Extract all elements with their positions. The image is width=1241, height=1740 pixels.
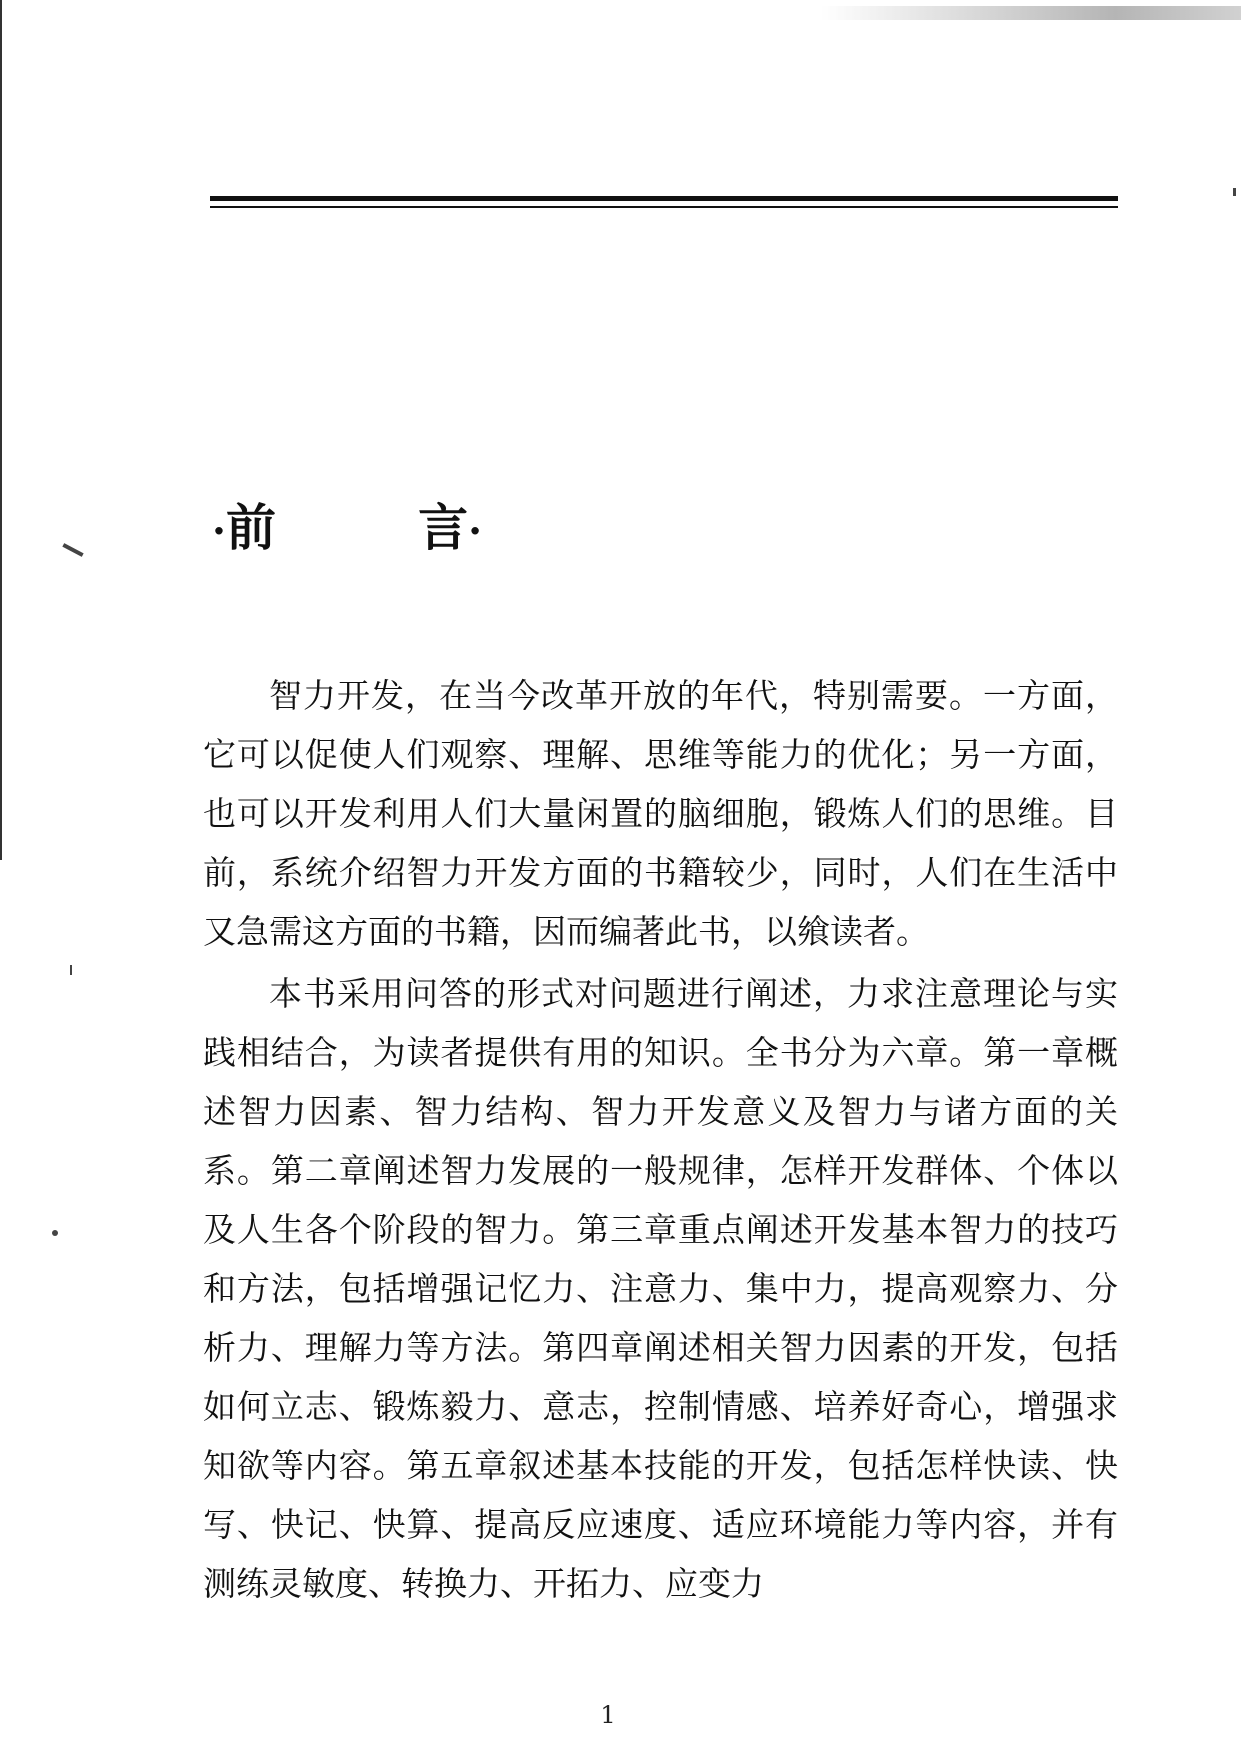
paragraph: 本书采用问答的形式对问题进行阐述，力求注意理论与实践相结合，为读者提供有用的知识。全书分为六章。第一章概述智力因素、智力结构、智力开发意义及智力与诸方面的关系。第二章阐述智力发展的一般规律，怎样开发群体、个体以及人生各个阶段的智力。第三章重点阐述开发基本智力的技巧和方法，包括增强记忆力、注意力、集中力，提高观察力、分析力、理解力等方法。第四章阐述相关智力因素的开发，包括如何立志、锻炼毅力、意志，控制情感、培养好奇心，增强求知欲等内容。第五章叙述基本技能的开发，包括怎样快读、快写、快记、快算、提高反应速度、适应环境能力等内容，并有测练灵敏度、转换力、开拓力、应变力 (203, 974, 1118, 1603)
scan-smudge (821, 6, 1241, 20)
heading-dot-right: · (468, 508, 482, 555)
paragraph: 智力开发，在当今改革开放的年代，特别需要。一方面，它可以促使人们观察、理解、思维等能力的优化；另一方面，也可以开发利用人们大量闲置的脑细胞，锻炼人们的思维。目前，系统介绍智力开发方面的书籍较少，同时，人们在生活中又急需这方面的书籍，因而编著此书，以飨读者。 (203, 676, 1118, 951)
scan-speck (62, 543, 83, 557)
preface-heading (212, 500, 482, 560)
page-number: 1 (600, 1701, 616, 1729)
heading-char-left: 前 (225, 498, 276, 557)
preface-body (203, 666, 1118, 1613)
scan-left-edge (0, 0, 2, 860)
scan-speck (1233, 188, 1236, 196)
header-rule-thick (210, 196, 1118, 201)
scan-speck (70, 965, 72, 975)
header-rule-thin (210, 206, 1118, 208)
heading-dot-left: · (212, 508, 226, 555)
scan-speck (52, 1230, 58, 1236)
heading-char-right: 言 (418, 498, 469, 557)
